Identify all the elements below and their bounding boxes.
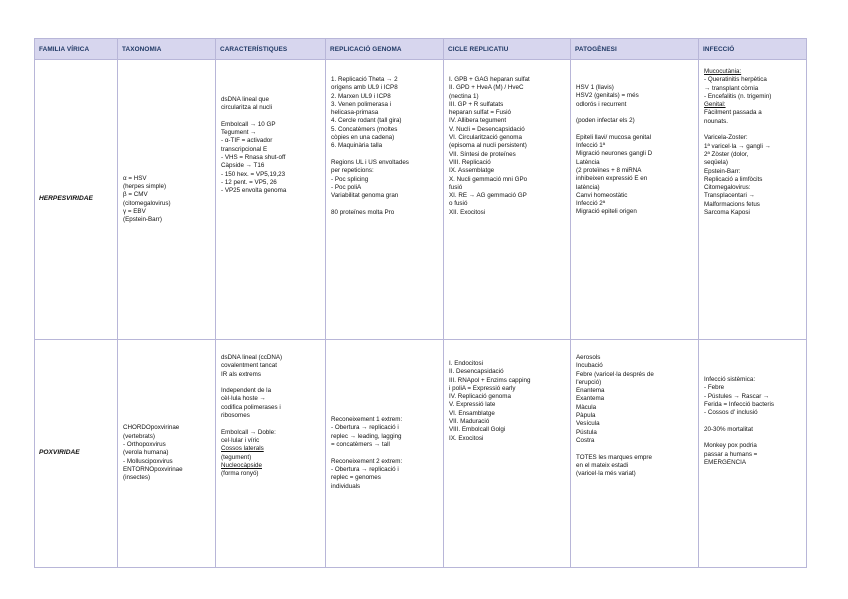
text-line: VIII. Embolcall Golgi xyxy=(449,426,506,434)
text-line: - Cossos d' inclusió xyxy=(704,409,758,417)
text-line: HSV2 (genitals) = més xyxy=(576,92,639,100)
text-line: per repeticions: xyxy=(331,167,374,175)
text-line: - 12 pent. = VP5, 26 xyxy=(221,178,277,186)
text-line: IV. Allibera tegument xyxy=(449,117,507,125)
text-line: Mucocutània: xyxy=(704,68,742,75)
header-cicle: CICLE REPLICATIU xyxy=(444,39,571,60)
text-line: Cossos laterals xyxy=(221,445,264,453)
text-line: Latència xyxy=(576,158,600,166)
text-line: (Epstein-Barr) xyxy=(123,216,162,224)
text-line: (tegument) xyxy=(221,453,252,461)
text-line: II. Desencapsidació xyxy=(449,368,504,376)
text-line: 20-30% mortalitat xyxy=(704,425,753,433)
text-line: Embolcall → 10 GP xyxy=(221,120,276,128)
text-line xyxy=(221,379,322,387)
text-line: heparan sulfat = Fusió xyxy=(449,109,512,117)
text-line: Incubació xyxy=(576,362,603,370)
text-line: VI. Ensamblatge xyxy=(449,409,495,417)
text-line: V. Nucli = Desencapsidació xyxy=(449,125,525,133)
text-line: β = CMV xyxy=(123,191,148,199)
text-line: Embolcall → Doble: xyxy=(221,428,276,436)
text-line: replec → leading, lagging xyxy=(331,432,402,440)
text-line: - α-TIF = activador xyxy=(221,137,273,145)
family-name: HERPESVIRIDAE xyxy=(35,60,118,340)
text-line: Regions UL i US envoltades xyxy=(331,158,409,166)
text-line: ENTORNOpoxvirinae xyxy=(123,465,183,473)
text-line xyxy=(331,151,440,159)
text-line: (herpes simple) xyxy=(123,182,167,190)
text-line: (varicel·la més variat) xyxy=(576,470,636,478)
header-replicacio: REPLICACIÓ GENOMA xyxy=(326,39,444,60)
text-line: Transplacentari → xyxy=(704,192,755,200)
text-line: còpies en una cadena) xyxy=(331,134,395,142)
virus-table xyxy=(34,38,807,568)
header-row xyxy=(35,39,807,60)
text-line: V. Expressió late xyxy=(449,401,496,409)
text-line: X. Nucli gemmació mni GPo xyxy=(449,175,528,183)
text-line: Aerosols xyxy=(576,354,601,361)
text-line: Canvi homeostàtic xyxy=(576,191,628,199)
text-line: 2. Marxen UL9 i ICP8 xyxy=(331,92,391,100)
text-line: TOTES les marques empre xyxy=(576,453,652,461)
text-line: Fàcilment passada a xyxy=(704,109,762,117)
taxonomia-cell xyxy=(118,60,216,340)
text-line: IX. Assemblatge xyxy=(449,167,495,175)
text-line: Infecció 1ª xyxy=(576,142,606,150)
text-line: Pàpula xyxy=(576,412,596,420)
text-line: latència) xyxy=(576,183,600,191)
text-line: EMERGÈNCIA xyxy=(704,458,747,466)
text-line: - Molluscipoxvirus xyxy=(123,457,173,465)
text-line: - Encefalitis (n. trigemin) xyxy=(704,92,772,100)
patogenesi-cell xyxy=(571,60,699,340)
caracteristiques-cell xyxy=(216,60,326,340)
text-line: individuals xyxy=(331,482,361,490)
text-line: HSV 1 (llavis) xyxy=(576,84,614,91)
table-row xyxy=(35,60,807,340)
text-line: Nucleocàpside xyxy=(221,461,262,469)
text-line: 5. Concatèmers (moltes xyxy=(331,125,398,133)
text-line: I. Endocitosi xyxy=(449,360,484,367)
text-line: - Obertura → replicació i xyxy=(331,424,399,432)
text-line: replec = genomes xyxy=(331,474,381,482)
text-line: transcripcional E xyxy=(221,145,268,153)
text-line: CHORDOpoxvirinae xyxy=(123,424,180,432)
text-line: I. GPB + GAG heparan sulfat xyxy=(449,76,530,83)
text-line: (citomegalovirus) xyxy=(123,199,171,207)
text-line: Infecció 2ª xyxy=(576,200,606,208)
text-line: = concatèmers → tall xyxy=(331,441,390,449)
text-line: Migració epiteli origen xyxy=(576,208,637,216)
text-line: (vertebrats) xyxy=(123,432,155,440)
taxonomia-cell xyxy=(118,340,216,568)
text-line: Pústula xyxy=(576,428,597,436)
text-line: Vesícula xyxy=(576,420,600,428)
text-line: IX. Exocitosi xyxy=(449,434,484,442)
text-line: 4. Cercle rodant (tall gira) xyxy=(331,117,402,125)
text-line: codifica polimerases i xyxy=(221,403,281,411)
replicacio-cell xyxy=(326,60,444,340)
text-line: - VHS = Rnasa shut-off xyxy=(221,154,286,162)
text-line: Enantema xyxy=(576,387,605,395)
text-line: Epstein-Barr: xyxy=(704,167,741,175)
header-familia: FAMILIA VÍRICA xyxy=(35,39,118,60)
text-line: (2 proteïnes + 8 miRNA xyxy=(576,166,642,174)
text-line: VII. Maduració xyxy=(449,418,490,426)
text-line: γ = EBV xyxy=(123,207,146,215)
text-line: 3. Venen polimerasa i xyxy=(331,100,392,108)
text-line: (insectes) xyxy=(123,474,151,482)
text-line xyxy=(704,434,803,442)
text-line: Monkey pox podria xyxy=(704,442,757,450)
text-line: 6. Maquinària talla xyxy=(331,142,383,150)
text-line: Febre (varicel·la després de xyxy=(576,370,654,378)
text-line: Malformacions fetus xyxy=(704,200,760,208)
text-line: - Queratinitis herpètica xyxy=(704,76,767,84)
cicle-cell xyxy=(444,60,571,340)
text-line xyxy=(221,420,322,428)
family-name: POXVIRIDAE xyxy=(35,340,118,568)
text-line: (poden infectar els 2) xyxy=(576,117,635,125)
text-line: Varicela-Zoster: xyxy=(704,134,748,142)
text-line: (episoma al nucli persistent) xyxy=(449,142,527,150)
patogenesi-cell xyxy=(571,340,699,568)
text-line: Epiteli llavi/ mucosa genital xyxy=(576,133,652,141)
text-line: cel·lular i víric xyxy=(221,436,260,444)
text-line: Sarcoma Kaposi xyxy=(704,209,750,217)
header-caracteristiques: CARACTERÍSTIQUES xyxy=(216,39,326,60)
text-line xyxy=(576,445,695,453)
text-line: i poliA = Expressió early xyxy=(449,384,516,392)
text-line: Citomegalovirus: xyxy=(704,184,751,192)
text-line: o fusió xyxy=(449,200,468,208)
text-line: - Poc poliA xyxy=(331,183,362,191)
infeccio-cell xyxy=(699,60,807,340)
text-line: en el mateix estadi xyxy=(576,461,629,469)
text-line: ribosomes xyxy=(221,412,250,420)
text-line xyxy=(704,417,803,425)
text-line: Reconeixement 2 extrem: xyxy=(331,457,403,465)
text-line xyxy=(331,449,440,457)
text-line: Costra xyxy=(576,436,595,444)
text-line: (nectina 1) xyxy=(449,92,479,100)
replicacio-cell xyxy=(326,340,444,568)
text-line: cèl·lula hoste → xyxy=(221,395,266,403)
text-line: Variabilitat genoma gran xyxy=(331,192,399,200)
text-line xyxy=(576,125,695,133)
text-line: Exantema xyxy=(576,395,605,403)
text-line: XII. Exocitosi xyxy=(449,208,486,216)
text-line: seqüela) xyxy=(704,159,728,167)
text-line: 1. Replicació Theta → 2 xyxy=(331,76,398,83)
text-line: - Febre xyxy=(704,384,725,392)
text-line: → transplant còrnia xyxy=(704,84,759,92)
header-infeccio: INFECCIÓ xyxy=(699,39,807,60)
text-line: XI. RE → AG gemmació GP xyxy=(449,192,527,200)
caracteristiques-cell xyxy=(216,340,326,568)
table-row xyxy=(35,340,807,568)
text-line xyxy=(704,126,803,134)
text-line: odlorós i recurrent xyxy=(576,100,627,108)
text-line: - Pústules → Rascar → xyxy=(704,392,770,400)
text-line: 80 proteïnes molta Pro xyxy=(331,208,395,216)
text-line: Replicació a limfòcits xyxy=(704,175,763,183)
infeccio-cell xyxy=(699,340,807,568)
text-line: IV. Replicació genoma xyxy=(449,393,511,401)
text-line: Infecció sistèmica: xyxy=(704,376,756,383)
text-line: inhibeixen expressió E en xyxy=(576,175,648,183)
text-line: Càpside → T16 xyxy=(221,162,265,170)
text-line: dsDNA lineal (ccDNA) xyxy=(221,354,283,361)
text-line: IR als extrems xyxy=(221,370,261,378)
text-line: nounats. xyxy=(704,117,728,125)
text-line xyxy=(221,113,322,121)
text-line: dsDNA lineal que xyxy=(221,96,269,103)
text-line: II. GPD + HveA (M) / HveC xyxy=(449,84,524,92)
text-line: VI. Circularització genoma xyxy=(449,134,522,142)
text-line xyxy=(576,109,695,117)
cicle-cell xyxy=(444,340,571,568)
text-line: helicasa-primasa xyxy=(331,109,379,117)
text-line: Reconeixement 1 extrem: xyxy=(331,416,403,424)
text-line: III. RNApol + Enzims capping xyxy=(449,376,531,384)
header-taxonomia: TAXONOMIA xyxy=(118,39,216,60)
text-line: covalentment tancat xyxy=(221,362,277,370)
text-line xyxy=(331,200,440,208)
text-line: Tegument → xyxy=(221,129,257,137)
text-line: passar a humans = xyxy=(704,450,758,458)
text-line: - 150 hex. = VP5,19,23 xyxy=(221,170,286,178)
text-line: 1ª varicel·la → gangli → xyxy=(704,142,771,150)
text-line: Genital: xyxy=(704,101,726,109)
text-line: - VP25 envolta genoma xyxy=(221,187,287,195)
text-line: Independent de la xyxy=(221,387,272,395)
text-line: Ferida = Infecció bacteris xyxy=(704,400,774,408)
text-line: 2ª Zòster (dolor, xyxy=(704,150,749,158)
text-line: α = HSV xyxy=(123,174,147,182)
text-line: orígens amb UL9 i ICP8 xyxy=(331,84,398,92)
text-line: fusió xyxy=(449,183,463,191)
text-line: l'erupció) xyxy=(576,378,602,386)
text-line: Màcula xyxy=(576,403,597,411)
text-line: - Orthopoxvirus xyxy=(123,441,166,449)
text-line: VII. Síntesi de proteïnes xyxy=(449,150,516,158)
text-line: circularitza al nucli xyxy=(221,104,273,112)
text-line: - Poc splicing xyxy=(331,175,369,183)
text-line: Migració neurones gangli D xyxy=(576,150,653,158)
text-line: (verola humana) xyxy=(123,449,169,457)
header-patogenesi: PATOGÈNESI xyxy=(571,39,699,60)
text-line: (forma ronyó) xyxy=(221,470,259,478)
text-line: III. GP + R sulfatats xyxy=(449,100,504,108)
text-line: VIII. Replicació xyxy=(449,158,491,166)
text-line: - Obertura → replicació i xyxy=(331,465,399,473)
